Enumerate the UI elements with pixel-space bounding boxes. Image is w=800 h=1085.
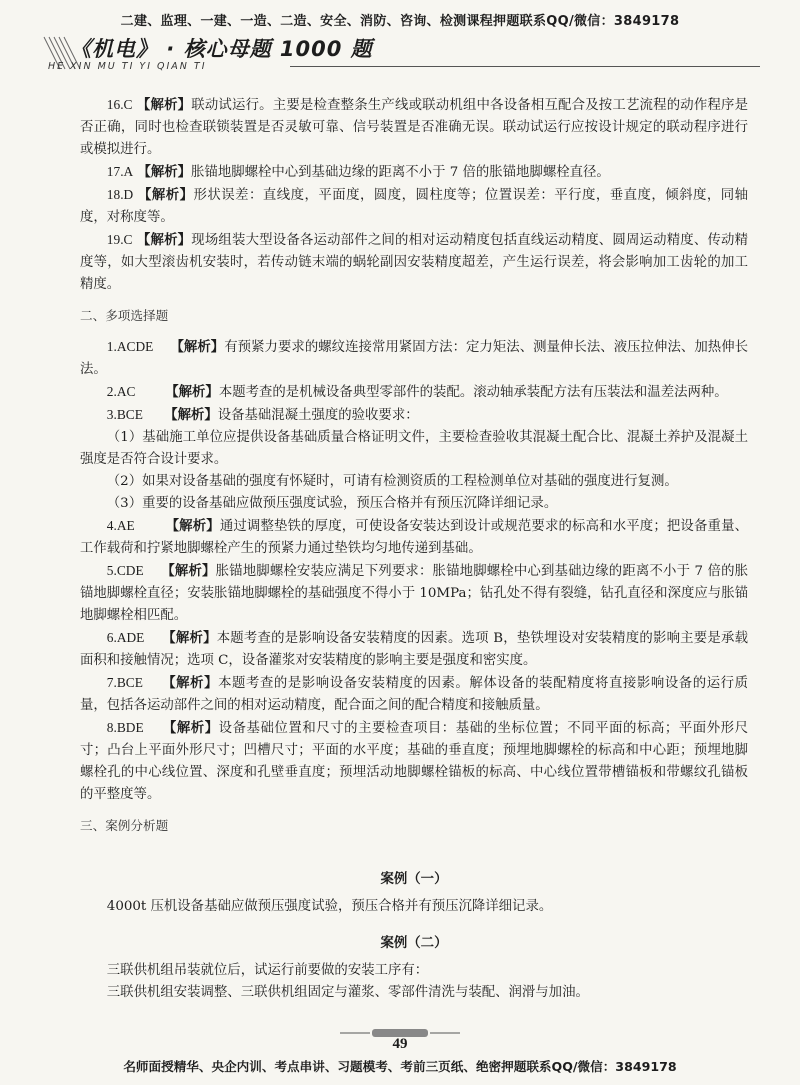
multi-answer-8: 8.BDE 【解析】设备基础位置和尺寸的主要检查项目：基础的坐标位置；不同平面的标高；平面外形尺寸；凸台上平面外形尺寸；凹槽尺寸；平面的水平度；基础的垂直度；预埋地脚螺栓的标高和中心距；预埋地脚螺栓孔的中心线位置、深度和孔壁垂直度；预埋活动地脚螺栓锚板的标高、中心线位置带槽锚板和带螺纹孔锚板的平整度等。 <box>80 720 749 802</box>
page-number: 49 <box>392 1036 408 1052</box>
book-subtitle: HE XIN MU TI YI QIAN TI <box>48 61 207 72</box>
multi-answer-3-sub-3: （3）重要的设备基础应做预压强度试验，预压合格并有预压沉降详细记录。 <box>106 496 558 511</box>
page-content <box>80 94 748 1004</box>
answer-17: 17.A 【解析】胀锚地脚螺栓中心到基础边缘的距离不小于 7 倍的胀锚地脚螺栓直径。 <box>106 164 610 180</box>
section-case-analysis-heading: 三、案例分析题 <box>80 818 169 833</box>
header-rule <box>290 66 760 67</box>
case-1-answer: 4000t 压机设备基础应做预压强度试验，预压合格并有预压沉降详细记录。 <box>106 899 553 914</box>
multi-answer-3-sub-1: （1）基础施工单位应提供设备基础质量合格证明文件，主要检查验收其混凝土配合比、混凝土养护及混凝土强度是否符合设计要求。 <box>80 430 748 467</box>
multi-answer-3: 3.BCE 【解析】设备基础混凝土强度的验收要求： <box>106 407 419 423</box>
section-multiple-choice-heading: 二、多项选择题 <box>80 308 169 323</box>
book-title: 《机电》 · 核心母题 1000 题 <box>70 37 373 61</box>
multi-answer-4: 4.AE 【解析】通过调整垫铁的厚度，可使设备安装达到设计或规范要求的标高和水平度；把设备重量、工作载荷和拧紧地脚螺栓产生的预紧力通过垫铁均匀地传递到基础。 <box>80 518 749 556</box>
multi-answer-2: 2.AC 【解析】本题考查的是机械设备典型零部件的装配。滚动轴承装配方法有压装法和温差法两种。 <box>106 384 728 400</box>
multi-answer-6: 6.ADE 【解析】本题考查的是影响设备安装精度的因素。选项 B，垫铁埋设对安装精度的影响主要是承载面积和接触情况；选项 C，设备灌浆对安装精度的影响主要是强度和密实度。 <box>80 630 748 668</box>
multi-answer-3-sub-2: （2）如果对设备基础的强度有怀疑时，可请有检测资质的工程检测单位对基础的强度进行复测。 <box>106 474 678 489</box>
page-header <box>40 33 760 75</box>
case-2-answer-line-2: 三联供机组安装调整、三联供机组固定与灌浆、零部件清洗与装配、润滑与加油。 <box>106 985 589 1000</box>
answer-18: 18.D 【解析】形状误差：直线度，平面度，圆度，圆柱度等；位置误差：平行度，垂直度，倾斜度，同轴度，对称度等。 <box>80 187 749 225</box>
case-2-answer-line-1: 三联供机组吊装就位后，试运行前要做的安装工序有： <box>106 963 429 978</box>
bottom-contact-banner: 名师面授精华、央企内训、考点串讲、习题模考、考前三页纸、绝密押题联系QQ/微信：3849178 <box>123 1059 677 1074</box>
top-contact-banner: 二建、监理、一建、一造、二造、安全、消防、咨询、检测课程押题联系QQ/微信：3849178 <box>120 14 680 29</box>
multi-answer-1: 1.ACDE 【解析】有预紧力要求的螺纹连接常用紧固方法：定力矩法、测量伸长法、液压拉伸法、加热伸长法。 <box>80 339 749 377</box>
multi-answer-7: 7.BCE 【解析】本题考查的是影响设备安装精度的因素。解体设备的装配精度将直接影响设备的运行质量，包括各运动部件之间的相对运动精度，配合面之间的配合精度和接触质量。 <box>80 675 749 713</box>
answer-16: 16.C 【解析】联动试运行。主要是检查整条生产线或联动机组中各设备相互配合及按工艺流程的动作程序是否正确，同时也检查联锁装置是否灵敏可靠、信号装置是否准确无误。联动试运行应按设计规定的联动程序进行或模拟进行。 <box>80 97 749 157</box>
multi-answer-5: 5.CDE 【解析】胀锚地脚螺栓安装应满足下列要求：胀锚地脚螺栓中心到基础边缘的距离不小于 7 倍的胀锚地脚螺栓直径；安装胀锚地脚螺栓的基础强度不得小于 10MPa；钻孔处不得有裂缝，钻孔直径和深度应与胀锚地脚螺栓相匹配。 <box>80 563 749 623</box>
case-1-title: 案例（一） <box>380 871 448 887</box>
answer-19: 19.C 【解析】现场组装大型设备各运动部件之间的相对运动精度包括直线运动精度、圆周运动精度、传动精度等，如大型滚齿机安装时，若传动链末端的蜗轮副因安装精度超差，产生运行误差，将会影响加工齿轮的加工精度。 <box>80 232 749 292</box>
case-2-title: 案例（二） <box>380 935 448 951</box>
